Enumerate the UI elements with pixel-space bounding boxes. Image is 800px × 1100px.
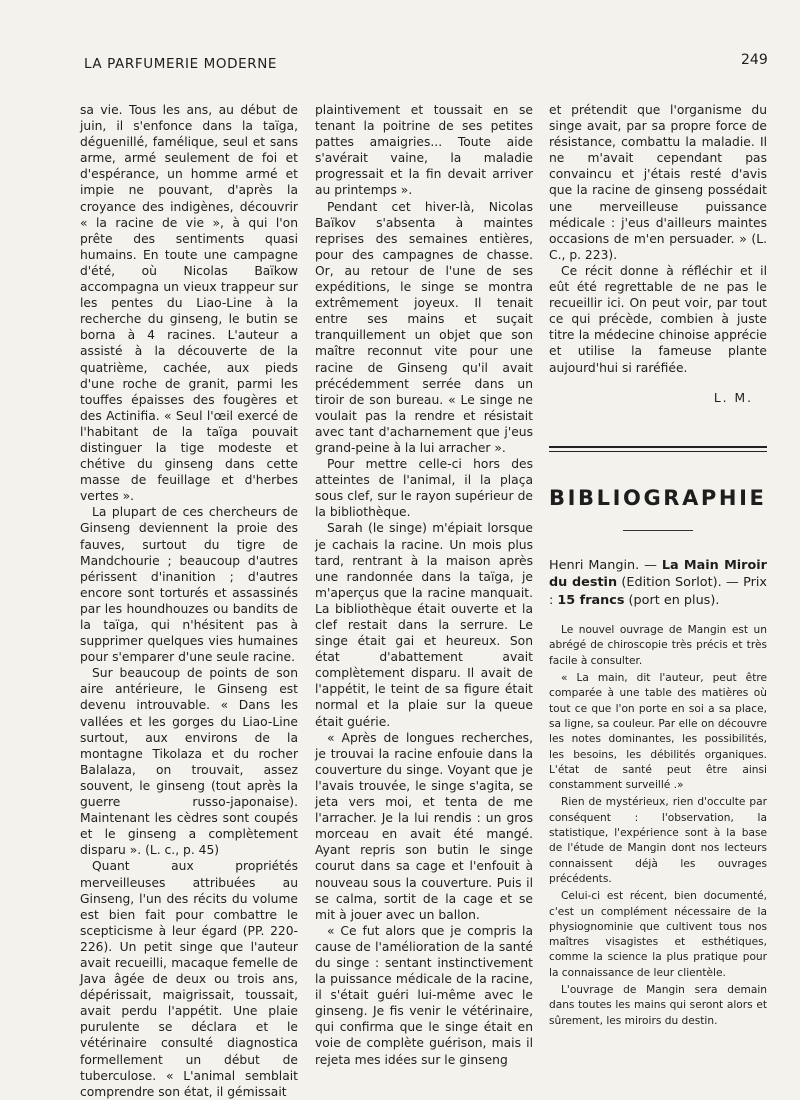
paragraph: et prétendit que l'organisme du singe avait, par sa propre force de résistance, combattu la maladie. Il ne m'avait cependant pas convaincu et j'étais resté d'avis que la racine de ginseng possédait une merveilleuse puissance médicale : j'eus d'ailleurs maintes occasions de m'en persuader. » (L. C., p. 223).	[549, 103, 767, 262]
book-price: 15 francs	[557, 592, 625, 608]
review-paragraph: Le nouvel ouvrage de Mangin est un abrégé de chiroscopie très précis et très facile à consulter.	[549, 624, 767, 667]
section-divider-thick	[549, 446, 767, 448]
section-heading: BIBLIOGRAPHIE	[549, 485, 767, 510]
book-title: La Main Miroir du destin	[549, 557, 767, 591]
text-column-3	[549, 102, 767, 1029]
book-entry	[549, 557, 767, 610]
paragraph: Sur beaucoup de points de son aire antérieure, le Ginseng est devenu introuvable. « Dans les vallées et les gorges du Liao-Line surtout, aux environs de la montagne Tikolaza et du rocher Balalaza, on trouvait, assez souvent, le ginseng (tout après la guerre russo-japonaise). Maintenant les cèdres sont coupés et le ginseng a complètement disparu ». (L. c., p. 45)	[80, 666, 298, 858]
paragraph: Pour mettre celle-ci hors des atteintes de l'animal, il la plaça sous clef, sur le rayon supérieur de la bibliothèque.	[315, 457, 533, 520]
heading-underline	[623, 530, 693, 531]
book-review	[549, 623, 767, 1029]
review-paragraph: L'ouvrage de Mangin sera demain dans toutes les mains qui seront alors et sûrement, les miroirs du destin.	[549, 984, 767, 1027]
page-number: 249	[741, 52, 768, 68]
paragraph: sa vie. Tous les ans, au début de juin, il s'enfonce dans la taïga, déguenillé, famélique, seul et sans arme, armé seulement de foi et d'espérance, un homme armé et impie ne pouvant, d'après la croyance des indigènes, découvrir « la racine de vie », à qui l'on prête des sentiments quasi humains. En toute une campagne d'été, où Nicolas Baïkow accompagna un vieux trappeur sur les pentes du Liao-Line à la recherche du ginseng, le butin se borna à 4 racines. L'auteur a assisté à la découverte de la quatrième, cachée, aux pieds d'une roche de granit, parmi les touffes épaisses des fougères et des Actinifia. « Seul l'œil exercé de l'habitant de la taïga pouvait distinguer la tige modeste et chétive du ginseng dans cette masse de feuillage et d'herbes vertes ».	[80, 103, 298, 504]
paragraph: plaintivement et toussait en se tenant la poitrine de ses petites pattes amaigries... Toute aide s'avérait vaine, la maladie progressait et la fin devait arriver au printemps ».	[315, 103, 533, 198]
paragraph: La plupart de ces chercheurs de Ginseng deviennent la proie des fauves, surtout du tigre de Mandchourie ; beaucoup d'autres périssent d'inanition ; d'autres encore sont torturés et assassinés par les houndhouzes ou bandits de la taïga, qui n'hésitent pas à supprimer quelques vies humaines pour s'emparer d'une seule racine.	[80, 505, 298, 665]
book-postage: (port en plus).	[624, 592, 720, 608]
paragraph: Quant aux propriétés merveilleuses attribuées au Ginseng, l'un des récits du volume est bien fait pour combattre le scepticisme à leur égard (PP. 220-226). Un petit singe que l'auteur avait recueilli, macaque femelle de Java âgée de deux ou trois ans, dépérissait, maigrissait, toussait, avait perdu l'appétit. Une plaie purulente se déclara et le vétérinaire consulté diagnostica formellement un début de tuberculose. « L'animal semblait comprendre son état, il gémissait	[80, 859, 298, 1099]
running-head: LA PARFUMERIE MODERNE	[84, 56, 278, 72]
paragraph: « Ce fut alors que je compris la cause de l'amélioration de la santé du singe : sentant instinctivement la puissance médicale de la racine, il s'était guéri lui-même avec le ginseng. Je fis venir le vétérinaire, qui confirma que le singe était en voie de complète guérison, mais il rejeta mes idées sur le ginseng	[315, 923, 533, 1067]
review-paragraph: « La main, dit l'auteur, peut être comparée à une table des matières où tout ce que l'on porte en soi a sa place, sa ligne, sa couleur. Par elle on découvre les notes dominantes, les possibilités, les besoins, les débilités organiques. L'état de santé peut être ainsi constamment surveillé .»	[549, 672, 767, 792]
review-paragraph: Celui-ci est récent, bien documenté, c'est un complément nécessaire de la physiognominie que cultivent tous nos maîtres visagistes et esthétiques, comme la science la plus pratique pour la connaissance de leur clientèle.	[549, 890, 767, 979]
text-column-2	[315, 102, 533, 1068]
paragraph: Sarah (le singe) m'épiait lorsque je cachais la racine. Un mois plus tard, rentrant à la maison après une randonnée dans la taïga, je m'aperçus que la racine manquait. La bibliothèque était ouverte et la clef restait dans la serrure. Le singe était gai et heureux. Son état d'abattement avait complètement disparu. Il avait de l'appétit, le teint de sa figure était normal et la plaie sur la queue était guérie.	[315, 521, 533, 729]
paragraph: Pendant cet hiver-là, Nicolas Baïkov s'absenta à maintes reprises des semaines entières, pour des campagnes de chasse. Or, au retour de l'une de ses expéditions, le singe se montra extrêmement joyeux. Il tenait entre ses mains et suçait tranquillement un objet que son maître reconnut vite pour une racine de Ginseng qu'il avait précédemment serrée dans un tiroir de son bureau. « Le singe ne voulait pas la rendre et résistait avec tant d'acharnement que j'eus grand-peine à la lui arracher ».	[315, 199, 533, 455]
section-divider-thin	[549, 451, 767, 452]
book-publisher: (Edition Sorlot). — Prix :	[549, 575, 767, 608]
review-paragraph: Rien de mystérieux, rien d'occulte par conséquent : l'observation, la statistique, l'expérience sont à la base de l'étude de Mangin dont nos lecteurs connaissent déjà les ouvrages précédents.	[549, 796, 767, 885]
author-signature: L. M.	[713, 390, 753, 405]
paragraph: « Après de longues recherches, je trouvai la racine enfouie dans la couverture du singe. Voyant que je l'avais trouvée, le singe s'agita, se jeta vers moi, et tenta de me l'arracher. Je la lui rendis : un gros morceau en avait été mangé. Ayant repris son butin le singe courut dans sa cage et l'enfouit à nouveau sous la couverture. Puis il se calma, sortit de la cage et se mit à jouer avec un ballon.	[315, 730, 533, 922]
paragraph: Ce récit donne à réfléchir et il eût été regrettable de ne pas le recueillir ici. On peut voir, par tout ce qui précède, combien à juste titre la médecine chinoise apprécie et utilise la fameuse plante aujourd'hui si raréfiée.	[549, 263, 767, 375]
text-column-1	[80, 102, 298, 1100]
book-author: Henri Mangin. —	[549, 557, 662, 573]
